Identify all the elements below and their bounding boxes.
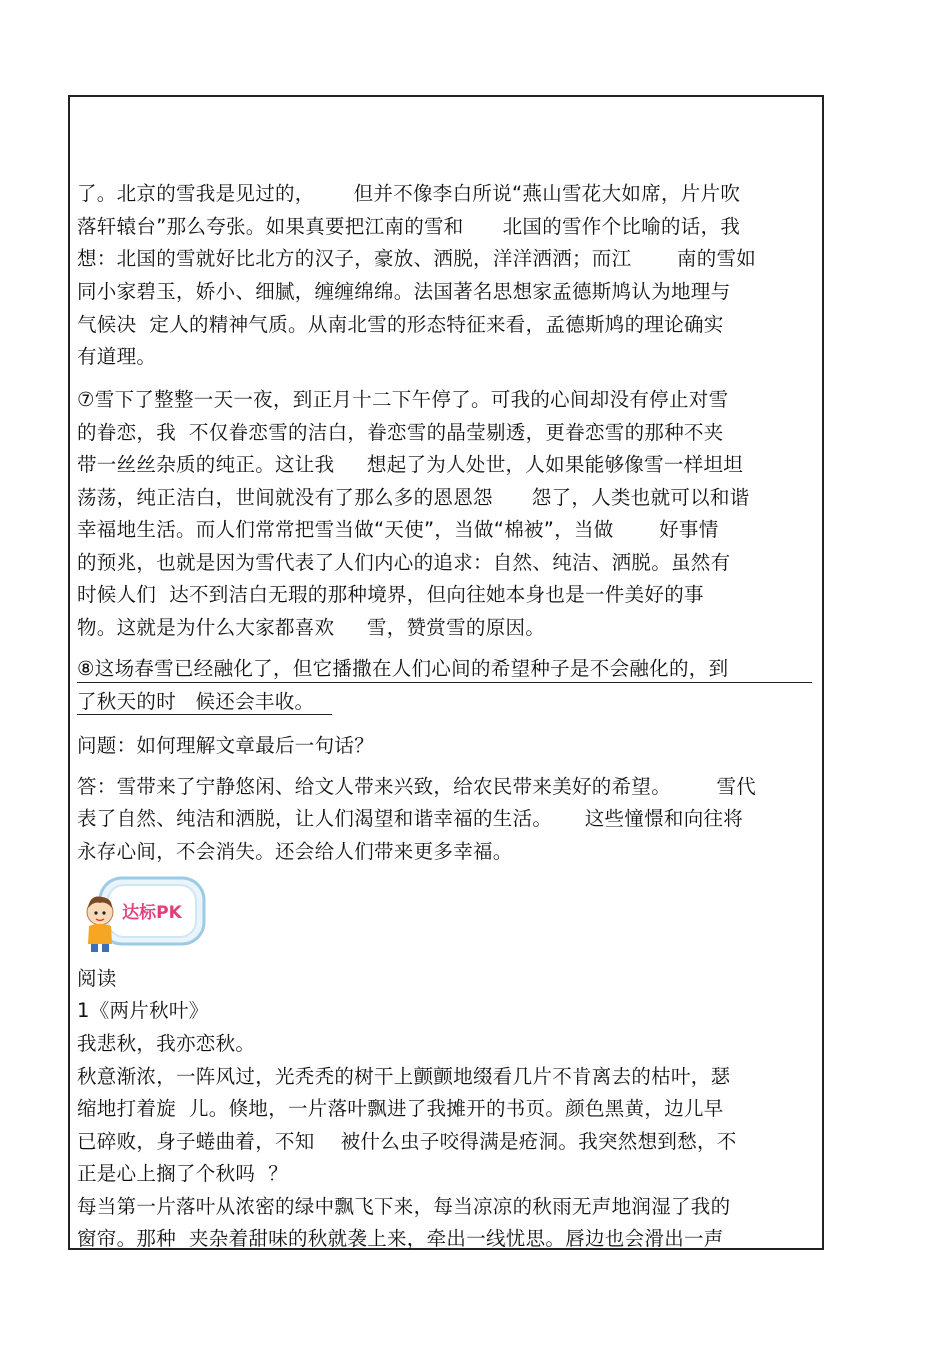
reading-heading: 阅读 <box>77 967 117 990</box>
answer-line: 答：雪带来了宁静悠闲、给文人带来兴致，给农民带来美好的希望。 雪代 <box>77 775 757 798</box>
underline <box>77 682 812 683</box>
reading-line: 窗帘。那种 夹杂着甜味的秋就袭上来，牵出一线忧思。唇边也会滑出一声 <box>77 1227 724 1250</box>
text-line: 的眷恋，我 不仅眷恋雪的洁白，眷恋雪的晶莹剔透，更眷恋雪的那种不夹 <box>77 421 724 444</box>
text-line: 落轩辕台”那么夸张。如果真要把江南的雪和 北国的雪作个比喻的话，我 <box>77 215 741 238</box>
text-line: 荡荡，纯正洁白，世间就没有了那么多的恩恩怨 怨了，人类也就可以和谐 <box>77 486 750 509</box>
text-line: 气候决 定人的精神气质。从南北雪的形态特征来看，孟德斯鸠的理论确实 <box>77 313 724 336</box>
reading-line: 秋意渐浓，一阵风过，光秃秃的树干上颤颤地缀看几片不肯离去的枯叶，瑟 <box>77 1065 731 1088</box>
text-line: 带一丝丝杂质的纯正。这让我 想起了为人处世，人如果能够像雪一样坦坦 <box>77 453 744 476</box>
reading-line: 每当第一片落叶从浓密的绿中飘飞下来，每当凉凉的秋雨无声地润湿了我的 <box>77 1195 731 1218</box>
reading-line: 缩地打着旋 儿。倏地，一片落叶飘进了我摊开的书页。颜色黑黄，边儿早 <box>77 1097 724 1120</box>
text-line: 了。北京的雪我是见过的， 但并不像李白所说“燕山雪花大如席，片片吹 <box>77 182 741 205</box>
text-line: 物。这就是为什么大家都喜欢 雪，赞赏雪的原因。 <box>77 616 546 639</box>
underline <box>77 714 332 715</box>
answer-line: 表了自然、纯洁和洒脱，让人们渴望和谐幸福的生活。 这些憧憬和向往将 <box>77 807 744 830</box>
answer-line: 永存心间，不会消失。还会给人们带来更多幸福。 <box>77 840 513 863</box>
dabiao-pk-badge-icon <box>78 870 210 954</box>
underlined-text-line: 了秋天的时 候还会丰收。 <box>77 690 315 713</box>
text-line: 有道理。 <box>77 345 157 368</box>
reading-line: 我悲秋，我亦恋秋。 <box>77 1032 256 1055</box>
reading-title: 1《两片秋叶》 <box>77 999 209 1022</box>
underlined-text-line: ⑧这场春雪已经融化了，但它播撒在人们心间的希望种子是不会融化的，到 <box>77 657 729 680</box>
question-text: 问题：如何理解文章最后一句话？ <box>77 734 375 757</box>
text-line: 时候人们 达不到洁白无瑕的那种境界，但向往她本身也是一件美好的事 <box>77 583 704 606</box>
text-line: ⑦雪下了整整一天一夜，到正月十二下午停了。可我的心间却没有停止对雪 <box>77 388 729 411</box>
text-line: 想：北国的雪就好比北方的汉子，豪放、洒脱，洋洋洒洒；而江 南的雪如 <box>77 247 757 270</box>
text-line: 同小家碧玉，娇小、细腻，缠缠绵绵。法国著名思想家孟德斯鸠认为地理与 <box>77 280 731 303</box>
reading-line: 正是心上搁了个秋吗 ？ <box>77 1162 288 1185</box>
badge-label: 达标PK <box>122 903 182 923</box>
reading-line: 已碎败，身子蜷曲着，不知 被什么虫子咬得满是疮洞。我突然想到愁，不 <box>77 1130 737 1153</box>
text-line: 幸福地生活。而人们常常把雪当做“天使”，当做“棉被”，当做 好事情 <box>77 518 719 541</box>
text-line: 的预兆，也就是因为雪代表了人们内心的追求：自然、纯洁、洒脱。虽然有 <box>77 551 731 574</box>
